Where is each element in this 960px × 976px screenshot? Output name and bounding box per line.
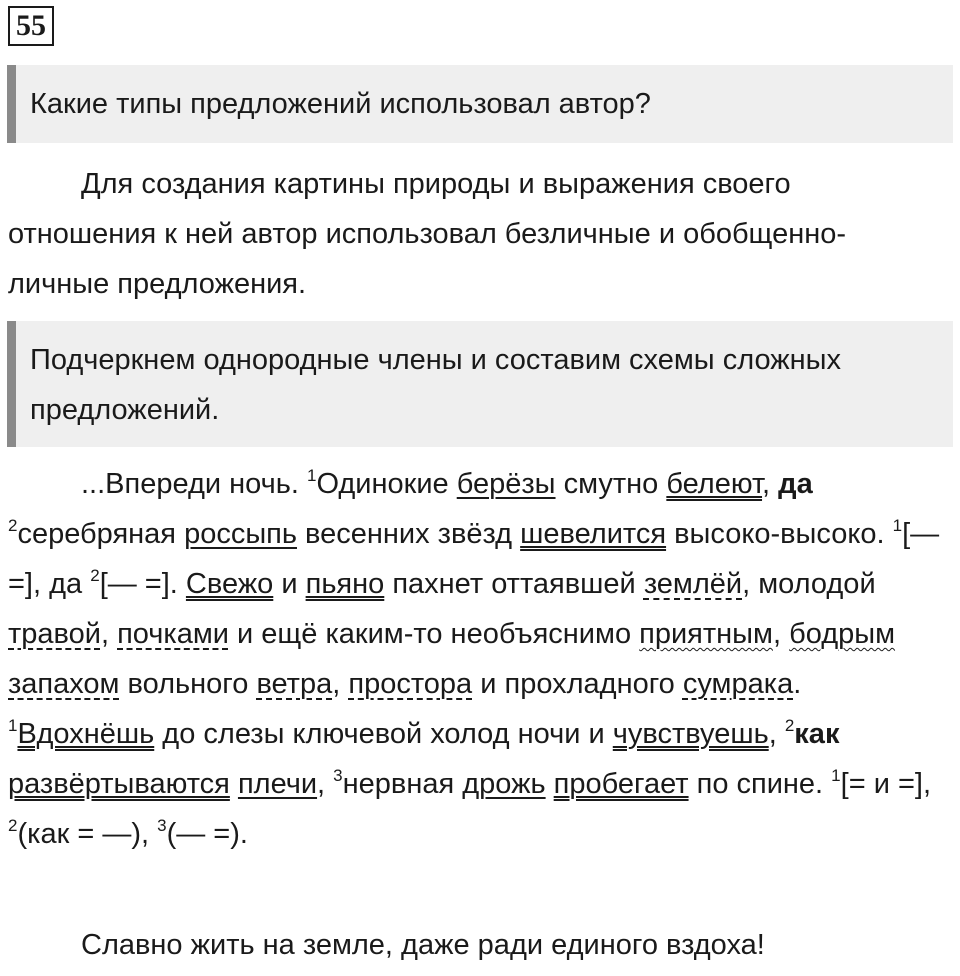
object-word: почками: [117, 618, 229, 650]
text-fragment: и ещё каким-то необъяснимо: [228, 618, 640, 650]
subject-word: дрожь: [462, 768, 546, 800]
text-fragment: по спине.: [688, 768, 832, 800]
text-fragment: серебряная: [17, 518, 185, 550]
text-fragment: , молодой: [742, 568, 876, 600]
subject-word: плечи: [237, 768, 318, 800]
clause-number: 2: [8, 516, 18, 535]
object-word: простора: [348, 668, 473, 700]
text-fragment: весенних звёзд: [296, 518, 521, 550]
text-fragment: Одинокие: [316, 468, 457, 500]
text-fragment: ,: [332, 668, 349, 700]
clause-number: 1: [892, 516, 903, 535]
object-word: запахом: [8, 668, 120, 700]
answer-paragraph: Для создания картины природы и выражения своего отношения к ней автор использовал безличные и обобщенно-личные предложения.: [8, 168, 847, 300]
predicate-word: шевелится: [520, 518, 667, 550]
clause-number: 1: [8, 716, 18, 735]
subject-word: берёзы: [456, 468, 556, 500]
text-fragment: ...Впереди ночь.: [81, 468, 307, 500]
scheme-text: [— =], да: [8, 518, 940, 600]
predicate-word: чувствуешь: [612, 718, 769, 750]
predicate-word: Свежо: [185, 568, 274, 600]
question-text: Подчеркнем однородные члены и составим схемы сложных предложений.: [30, 344, 842, 426]
conjunction-word: как: [794, 718, 840, 750]
scheme-text: [= и =],: [840, 768, 931, 800]
question-box-types: [7, 65, 953, 143]
clause-number: 2: [784, 716, 795, 735]
object-word: ветра: [256, 668, 333, 700]
predicate-word: пьяно: [305, 568, 385, 600]
object-word: травой: [8, 618, 101, 650]
clause-number: 3: [333, 766, 343, 785]
text-fragment: .: [793, 668, 802, 700]
predicate-word: Вдохнёшь: [17, 718, 155, 750]
text-fragment: ,: [772, 618, 790, 650]
question-text: Какие типы предложений использовал автор?: [30, 88, 651, 120]
text-fragment: вольного: [119, 668, 257, 700]
predicate-word: белеют: [666, 468, 763, 500]
clause-number: 1: [831, 766, 841, 785]
scheme-text: (— =).: [166, 818, 248, 850]
clause-number: 3: [157, 816, 167, 835]
text-fragment: пахнет оттаявшей: [384, 568, 644, 600]
text-fragment: ,: [100, 618, 118, 650]
attribute-word: бодрым: [789, 618, 896, 650]
object-word: сумрака: [682, 668, 794, 700]
analyzed-text: [8, 459, 946, 859]
closing-sentence: Славно жить на земле, даже ради единого вздоха!: [81, 929, 765, 961]
clause-number: 2: [8, 816, 18, 835]
scheme-text: (как = —),: [17, 818, 158, 850]
predicate-word: развёртываются: [8, 768, 230, 800]
text-fragment: ,: [768, 718, 785, 750]
text-fragment: смутно: [555, 468, 667, 500]
clause-number: 2: [90, 566, 100, 585]
attribute-word: приятным: [639, 618, 773, 650]
text-fragment: [230, 768, 238, 800]
text-fragment: ,: [762, 468, 779, 500]
text-fragment: высоко-высоко.: [666, 518, 893, 550]
text-fragment: нервная: [342, 768, 463, 800]
task-number: 55: [8, 6, 54, 46]
predicate-word: пробегает: [553, 768, 689, 800]
scheme-text: [— =].: [99, 568, 186, 600]
object-word: землёй: [643, 568, 743, 600]
text-fragment: до слезы ключевой холод ночи и: [154, 718, 613, 750]
text-fragment: ,: [317, 768, 334, 800]
text-fragment: и: [273, 568, 306, 600]
conjunction-word: да: [778, 468, 813, 500]
text-fragment: [546, 768, 554, 800]
clause-number: 1: [306, 466, 317, 485]
subject-word: россыпь: [184, 518, 297, 550]
question-box-underline: [7, 321, 953, 447]
text-fragment: и прохладного: [472, 668, 683, 700]
